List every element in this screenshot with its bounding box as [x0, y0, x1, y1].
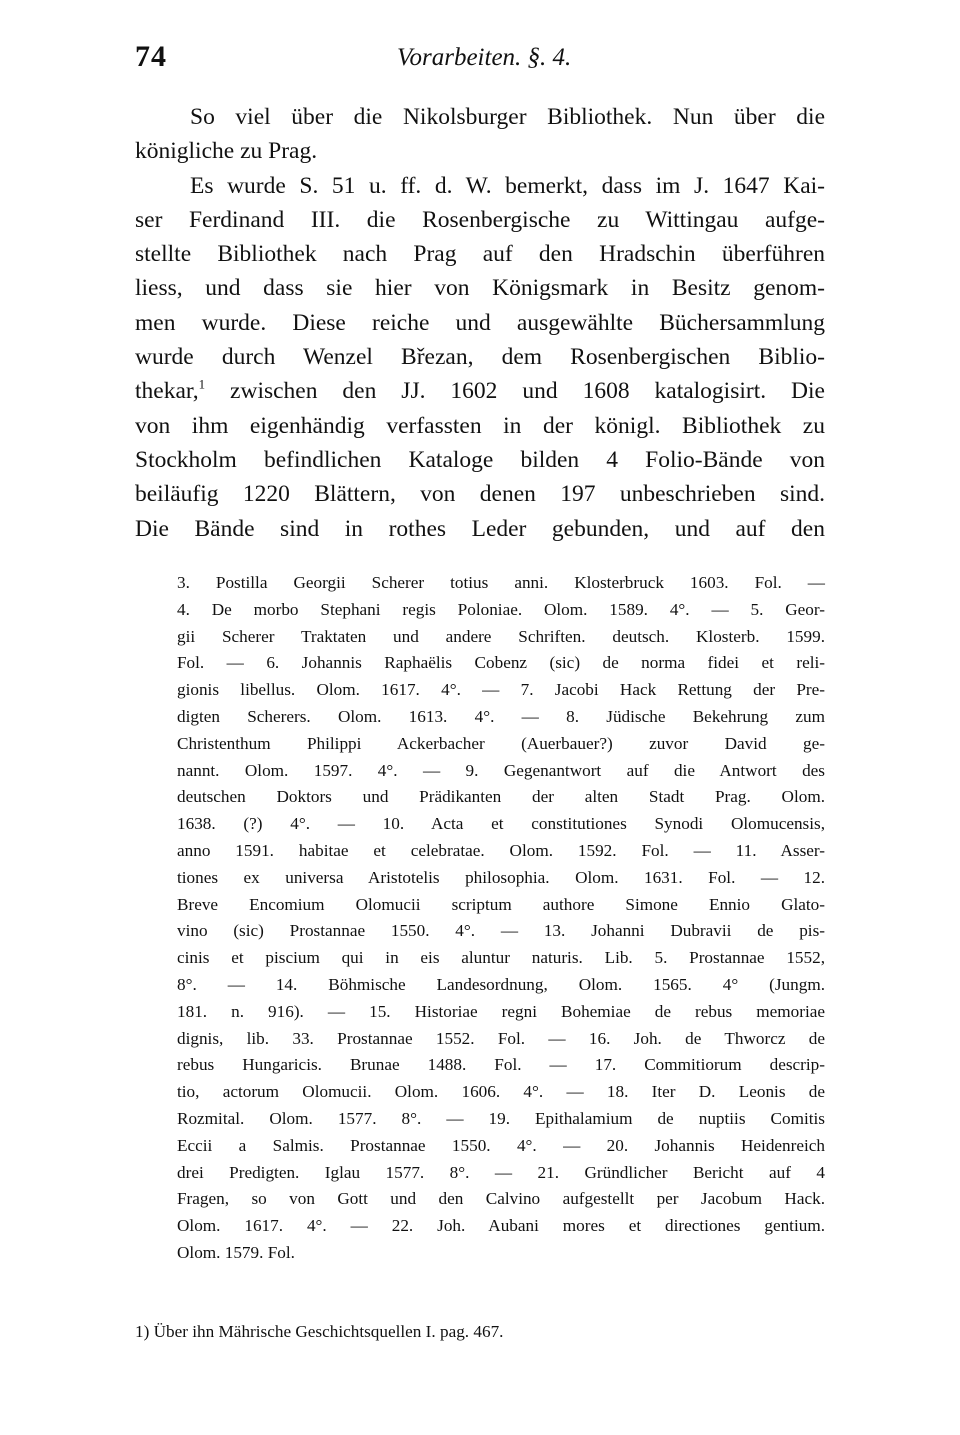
catalogue-line: tio, actorum Olomucii. Olom. 1606. 4°. — 18. Iter D. Leonis de — [177, 1082, 825, 1102]
catalogue-line: Olom. 1579. Fol. — [177, 1242, 295, 1262]
body-line: liess, und dass sie hier von Königsmark in Besitz genom- — [135, 275, 825, 302]
body-line: Es wurde S. 51 u. ff. d. W. bemerkt, dass im J. 1647 Kai- — [190, 172, 825, 199]
body-line: So viel über die Nikolsburger Bibliothek. Nun über die — [190, 104, 825, 130]
catalogue-line: dignis, lib. 33. Prostannae 1552. Fol. — 16. Joh. de Thworcz de — [177, 1028, 825, 1048]
catalogue-line: vino (sic) Prostannae 1550. 4°. — 13. Johanni Dubravii de pis- — [177, 921, 825, 941]
body-line — [135, 374, 825, 408]
catalogue-line: Olom. 1617. 4°. — 22. Joh. Aubani mores et directiones gentium. — [177, 1216, 825, 1236]
catalogue-line: 1638. (?) 4°. — 10. Acta et constitutiones Synodi Olomucensis, — [177, 814, 825, 834]
catalogue-line: 3. Postilla Georgii Scherer totius anni. Klosterbruck 1603. Fol. — — [177, 573, 825, 592]
catalogue-line: gionis libellus. Olom. 1617. 4°. — 7. Jacobi Hack Rettung der Pre- — [177, 680, 825, 700]
body-line: Die Bände sind in rothes Leder gebunden, und auf den — [135, 515, 825, 542]
body-line: men wurde. Diese reiche und ausgewählte Büchersammlung — [135, 309, 825, 336]
catalogue-line: deutschen Doktors und Prädikanten der alten Stadt Prag. Olom. — [177, 787, 825, 807]
body-line: königliche zu Prag. — [135, 138, 318, 165]
catalogue-line: anno 1591. habitae et celebratae. Olom. 1592. Fol. — 11. Asser- — [177, 840, 825, 860]
catalogue-line: Fragen, so von Gott und den Calvino aufgestellt per Jacobum Hack. — [177, 1189, 825, 1209]
body-line: von ihm eigenhändig verfassten in der königl. Bibliothek zu — [135, 412, 825, 439]
page-header — [135, 40, 825, 80]
body-line: ser Ferdinand III. die Rosenbergische zu Wittingau aufge- — [135, 206, 825, 233]
body-line: wurde durch Wenzel Březan, dem Rosenbergischen Biblio- — [135, 344, 825, 371]
catalogue-line: Eccii a Salmis. Prostannae 1550. 4°. — 20. Johannis Heidenreich — [177, 1135, 825, 1155]
catalogue-line: 4. De morbo Stephani regis Poloniae. Olom. 1589. 4°. — 5. Geor- — [177, 599, 825, 619]
catalogue-line: Christenthum Philippi Ackerbacher (Auerbauer?) zuvor David ge- — [177, 733, 825, 753]
catalogue-line: digten Scherers. Olom. 1613. 4°. — 8. Jüdische Bekehrung zum — [177, 706, 825, 726]
footnote-reference: 1 — [198, 376, 206, 392]
footnote: 1) Über ihn Mährische Geschichtsquellen I. pag. 467. — [135, 1322, 504, 1341]
body-line-start: thekar, — [135, 378, 199, 405]
body-line: Stockholm befindlichen Kataloge bilden 4 Folio-Bände von — [135, 446, 825, 473]
catalogue-line: 8°. — 14. Böhmische Landesordnung, Olom. 1565. 4° (Jungm. — [177, 974, 825, 994]
catalogue-line: Rozmital. Olom. 1577. 8°. — 19. Epithalamium de nuptiis Comitis — [177, 1108, 825, 1128]
running-head: Vorarbeiten. §. 4. — [397, 44, 572, 71]
body-text — [135, 100, 825, 546]
body-line-rest: zwischen den JJ. 1602 und 1608 katalogisirt. Die — [205, 378, 825, 405]
catalogue-line: drei Predigten. Iglau 1577. 8°. — 21. Gründlicher Bericht auf 4 — [177, 1162, 825, 1182]
catalogue-line: Fol. — 6. Johannis Raphaëlis Cobenz (sic) de norma fidei et reli- — [177, 653, 825, 673]
body-line: stellte Bibliothek nach Prag auf den Hradschin überführen — [135, 241, 825, 268]
catalogue-line: gii Scherer Traktaten und andere Schriften. deutsch. Klosterb. 1599. — [177, 626, 825, 646]
catalogue-line: Breve Encomium Olomucii scriptum authore Simone Ennio Glato- — [177, 894, 825, 914]
catalogue-line: tiones ex universa Aristotelis philosophia. Olom. 1631. Fol. — 12. — [177, 867, 825, 887]
catalogue-line: nannt. Olom. 1597. 4°. — 9. Gegenantwort auf die Antwort des — [177, 760, 825, 780]
catalogue-line: rebus Hungaricis. Brunae 1488. Fol. — 17. Commitiorum descrip- — [177, 1055, 825, 1075]
catalogue-line: 181. n. 916). — 15. Historiae regni Bohemiae de rebus memoriae — [177, 1001, 825, 1021]
catalogue-list — [177, 570, 825, 1267]
body-line: beiläufig 1220 Blättern, von denen 197 unbeschrieben sind. — [135, 481, 825, 508]
page-number: 74 — [135, 40, 167, 73]
catalogue-line: cinis et piscium qui in eis aluntur naturis. Lib. 5. Prostannae 1552, — [177, 948, 825, 968]
